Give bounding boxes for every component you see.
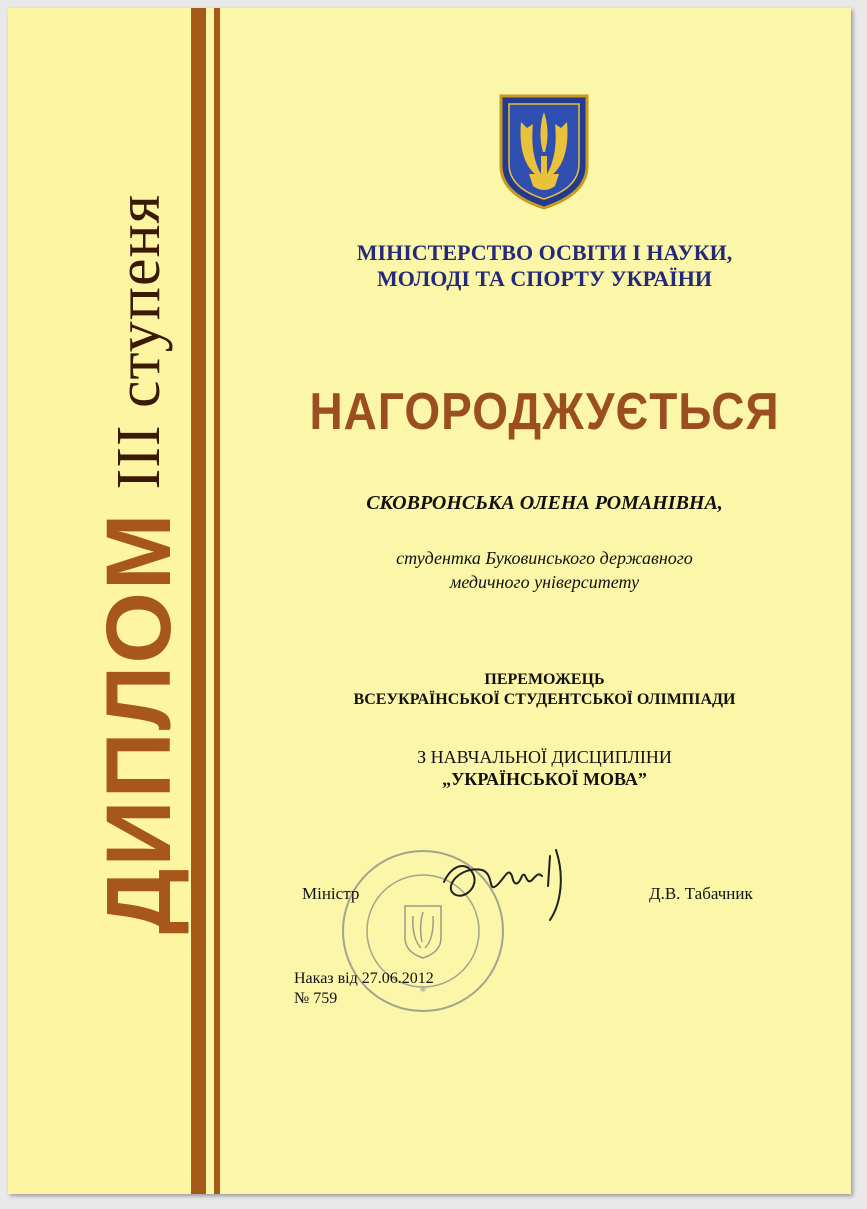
ministry-line-2: МОЛОДІ ТА СПОРТУ УКРАЇНИ: [377, 266, 712, 291]
diploma-sheet: [8, 8, 851, 1194]
minister-signature: [438, 846, 588, 926]
achievement-line-2: ВСЕУКРАЇНСЬКОЇ СТУДЕНТСЬКОЇ ОЛІМПІАДИ: [353, 691, 736, 708]
order-number: № 759: [294, 990, 338, 1007]
diploma-title: ДИПЛОМ: [87, 511, 190, 934]
recipient-role-line-2: медичного університету: [449, 572, 640, 592]
svg-text:*: *: [419, 985, 427, 1000]
diploma-title-vertical: [87, 54, 190, 934]
recipient-name: СКОВРОНСЬКА ОЛЕНА РОМАНІВНА,: [366, 492, 723, 514]
minister-name: Д.В. Табачник: [649, 884, 753, 903]
recipient-role-line-1: студентка Буковинського державного: [396, 548, 693, 568]
achievement: [238, 670, 851, 710]
discipline-line-1: З НАВЧАЛЬНОЇ ДИСЦИПЛІНИ: [417, 747, 672, 767]
discipline-line-2: „УКРАЇНСЬКОЇ МОВА”: [442, 769, 647, 789]
order-reference: [294, 969, 434, 1009]
achievement-line-1: ПЕРЕМОЖЕЦЬ: [484, 671, 605, 688]
minister-label: Міністр: [302, 884, 360, 903]
ministry-line-1: МІНІСТЕРСТВО ОСВІТИ І НАУКИ,: [356, 240, 733, 265]
stripe-left: [191, 8, 206, 1194]
diploma-degree: III ступеня: [104, 193, 173, 490]
recipient-role: [238, 546, 851, 594]
ministry-heading: [238, 240, 851, 292]
awarded-heading: НАГОРОДЖУЄТЬСЯ: [309, 381, 780, 441]
order-date: Наказ від 27.06.2012: [294, 970, 434, 987]
discipline: [238, 746, 851, 790]
ukraine-trident-emblem-icon: [499, 94, 589, 210]
stripe-right: [214, 8, 220, 1194]
